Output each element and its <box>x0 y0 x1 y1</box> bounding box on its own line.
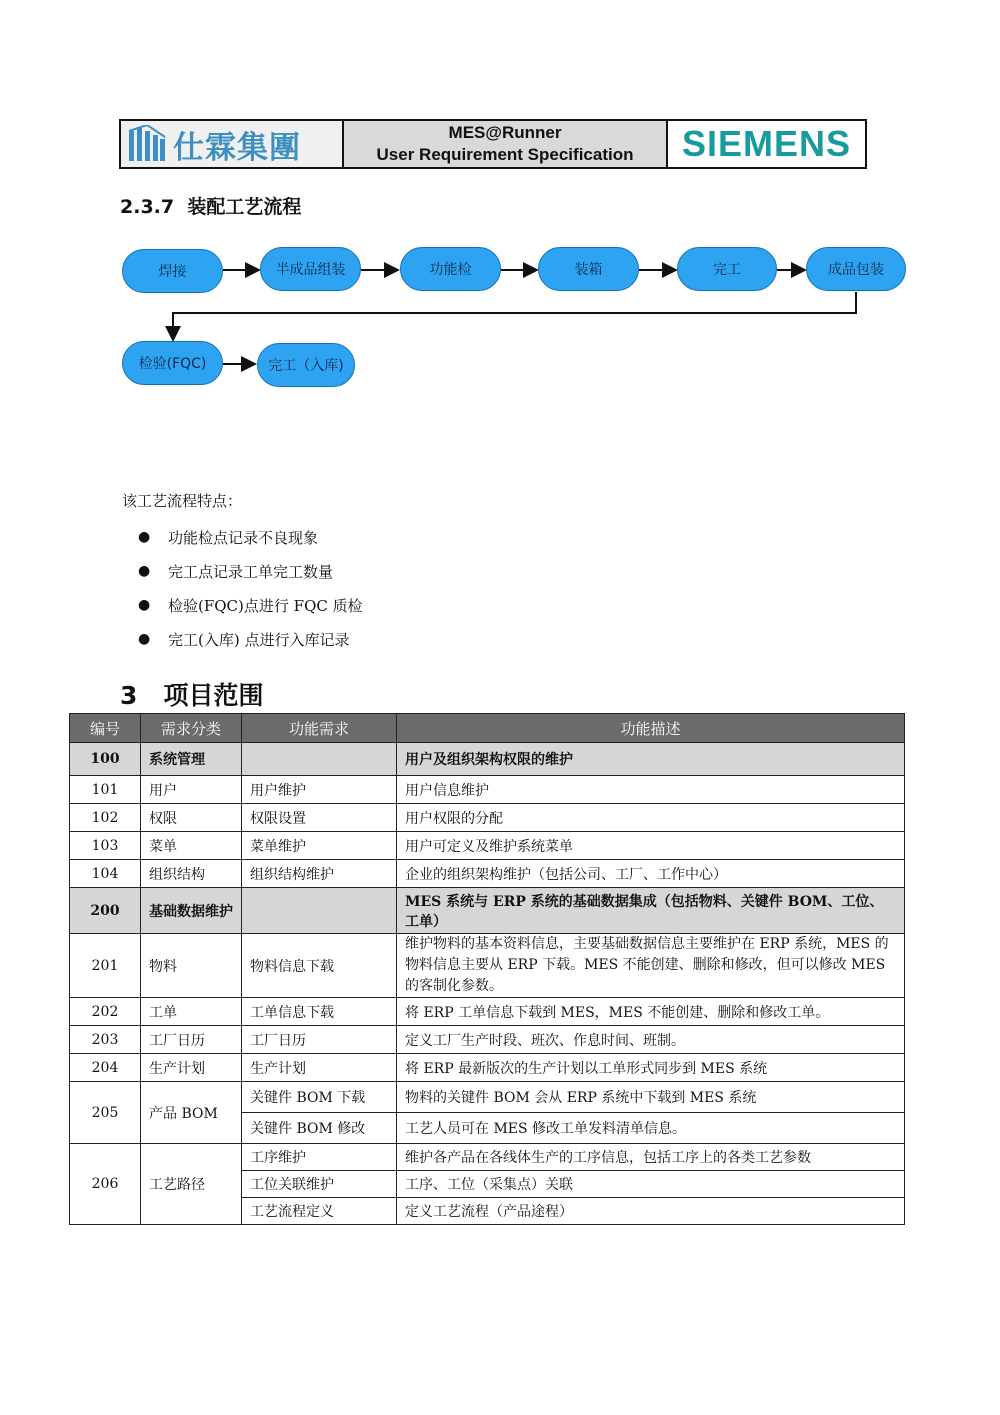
column-header-id: 编号 <box>70 714 141 743</box>
section-number: 2.3.7 <box>120 196 175 218</box>
section-title: 项目范围 <box>163 681 264 710</box>
table-row: 203 工厂日历 工厂日历 定义工厂生产时段、班次、作息时间、班制。 <box>70 1026 905 1054</box>
table-row: 104 组织结构 组织结构维护 企业的组织架构维护（包括公司、工厂、工作中心） <box>70 860 905 888</box>
table-row: 101 用户 用户维护 用户信息维护 <box>70 776 905 804</box>
table-row: 201 物料 物料信息下载 维护物料的基本资料信息，主要基础数据信息主要维护在 ERP 系统，MES 的物料信息主要从 ERP 下载。MES 不能创建、删除和修改，但可以修改 MES 的客制化参数。 <box>70 934 905 998</box>
flow-node-welding: 焊接 <box>122 249 223 293</box>
bullet-icon: ● <box>138 597 151 613</box>
bullet-icon: ● <box>138 563 151 579</box>
table-row: 关键件 BOM 修改 工艺人员可在 MES 修改工单发料清单信息。 <box>70 1113 905 1144</box>
project-scope-table <box>69 713 905 1225</box>
table-row: 202 工单 工单信息下载 将 ERP 工单信息下载到 MES，MES 不能创建、删除和修改工单。 <box>70 998 905 1026</box>
document-title-line1: MES@Runner <box>448 123 562 142</box>
section-number: 3 <box>120 681 138 710</box>
flow-arrow-6 <box>173 292 856 340</box>
table-row: 206 工艺路径 工序维护 维护各产品在各线体生产的工序信息，包括工序上的各类工艺参数 <box>70 1144 905 1171</box>
flow-node-semi-assembly: 半成品组装 <box>260 247 361 291</box>
brand-logo: SIEMENS <box>681 123 852 164</box>
section-heading-3 <box>120 676 264 712</box>
column-header-function: 功能需求 <box>242 714 397 743</box>
table-row: 102 权限 权限设置 用户权限的分配 <box>70 804 905 832</box>
list-item: ● 完工点记录工单完工数量 <box>138 562 334 581</box>
document-title-cell <box>344 121 668 167</box>
company-logo-text: 仕霖集團 <box>173 129 301 166</box>
section-heading-2-3-7 <box>120 192 301 219</box>
table-row: 200 基础数据维护 MES 系统与 ERP 系统的基础数据集成（包括物料、关键件 BOM、工位、工单） <box>70 888 905 934</box>
table-row: 工位关联维护 工序、工位（采集点）关联 <box>70 1171 905 1198</box>
column-header-description: 功能描述 <box>397 714 905 743</box>
flow-node-complete: 完工 <box>677 247 777 291</box>
table-header-row <box>70 714 905 743</box>
document-title-line2: User Requirement Specification <box>376 145 634 164</box>
flow-node-packing: 装箱 <box>538 247 639 291</box>
table-row: 204 生产计划 生产计划 将 ERP 最新版次的生产计划以工单形式同步到 MES 系统 <box>70 1054 905 1082</box>
features-intro: 该工艺流程特点： <box>122 492 243 510</box>
column-header-category: 需求分类 <box>141 714 242 743</box>
flow-node-final-packaging: 成品包装 <box>806 247 906 291</box>
flow-node-fqc-inspection: 检验(FQC) <box>122 341 223 385</box>
flow-node-complete-storage: 完工（入库) <box>257 343 355 387</box>
bullet-icon: ● <box>138 631 151 647</box>
company-logo-icon <box>127 125 167 163</box>
flow-node-function-check: 功能检 <box>400 247 501 291</box>
list-item: ● 完工(入库) 点进行入库记录 <box>138 630 350 649</box>
table-row: 100 系统管理 用户及组织架构权限的维护 <box>70 743 905 776</box>
list-item: ● 功能检点记录不良现象 <box>138 528 319 547</box>
table-row: 103 菜单 菜单维护 用户可定义及维护系统菜单 <box>70 832 905 860</box>
table-row: 工艺流程定义 定义工艺流程（产品途程） <box>70 1198 905 1225</box>
bullet-icon: ● <box>138 529 151 545</box>
table-row: 205 产品 BOM 关键件 BOM 下载 物料的关键件 BOM 会从 ERP 系统中下载到 MES 系统 <box>70 1082 905 1113</box>
document-header <box>119 119 867 169</box>
section-title: 装配工艺流程 <box>187 196 302 218</box>
features-list <box>138 520 363 656</box>
list-item: ● 检验(FQC)点进行 FQC 质检 <box>138 596 363 615</box>
company-logo-cell <box>121 121 344 167</box>
